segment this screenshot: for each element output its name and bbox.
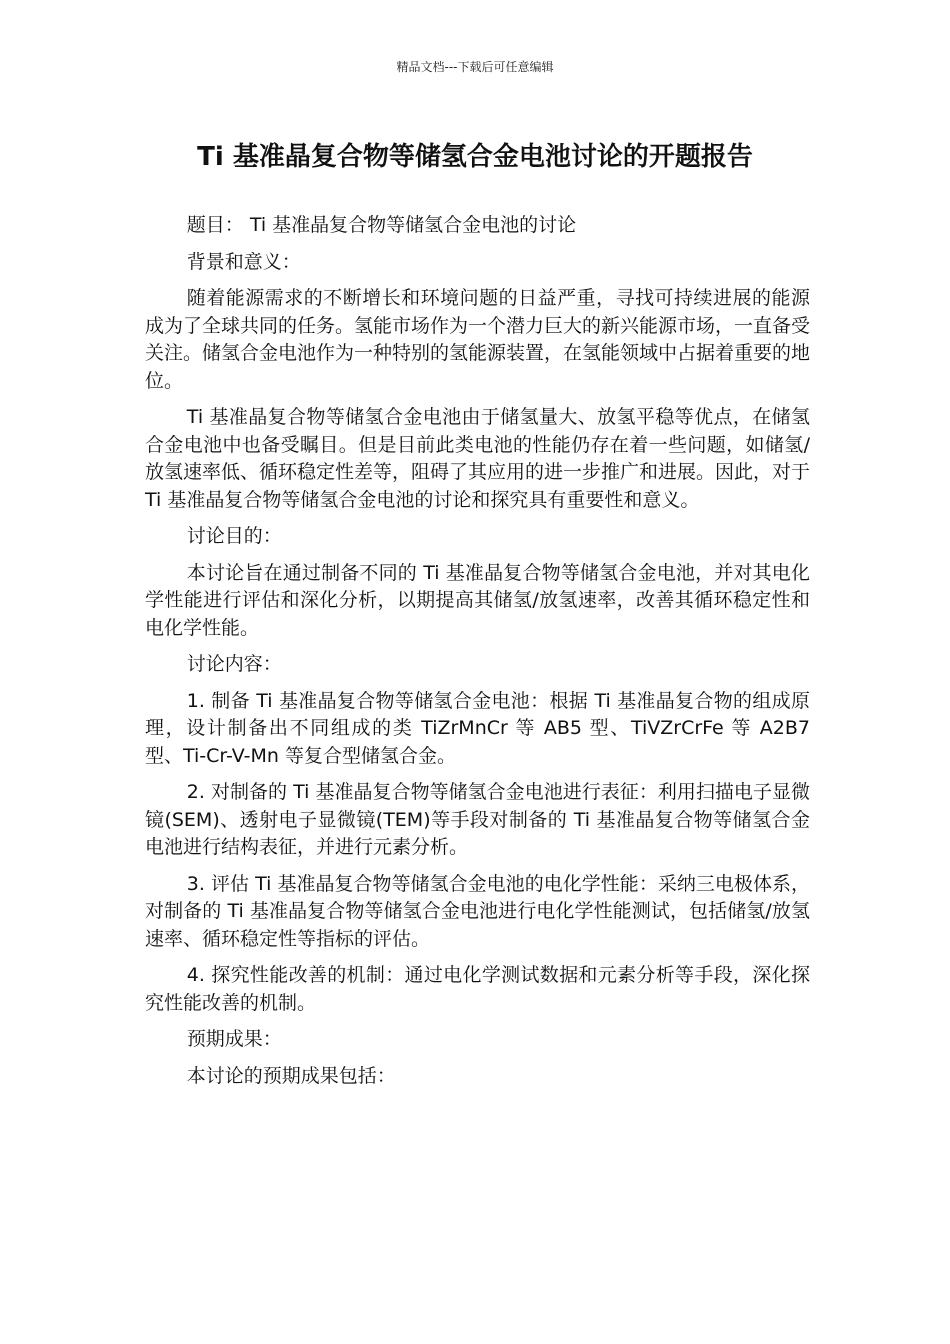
content-item-1: 1. 制备 Ti 基准晶复合物等储氢合金电池：根据 Ti 基准晶复合物的组成原理，设计制备出不同组成的类 TiZrMnCr 等 AB5 型、TiVZrCrFe 等 A2B7 型、Ti-Cr-V-Mn 等复合型储氢合金。 [145,689,810,767]
document-title: Ti 基准晶复合物等储氢合金电池讨论的开题报告 [197,142,753,172]
expected-results-heading: 预期成果： [186,1028,282,1050]
expected-results-intro: 本讨论的预期成果包括： [186,1064,396,1087]
page-header-note: 精品文档---下载后可任意编辑 [396,60,554,74]
document-body [145,212,810,1099]
content-item-3: 3. 评估 Ti 基准晶复合物等储氢合金电池的电化学性能：采纳三电极体系，对制备的 Ti 基准晶复合物等储氢合金电池进行电化学性能测试，包括储氢/放氢速率、循环稳定性等指标的评估。 [145,872,810,950]
purpose-heading: 讨论目的： [186,525,282,547]
background-paragraph-1: 随着能源需求的不断增长和环境问题的日益严重，寻找可持续进展的能源成为了全球共同的任务。氢能市场作为一个潜力巨大的新兴能源市场，一直备受关注。储氢合金电池作为一种特别的氢能源装置，在氢能领域中占据着重要的地位。 [145,287,811,392]
purpose-paragraph: 本讨论旨在通过制备不同的 Ti 基准晶复合物等储氢合金电池，并对其电化学性能进行评估和深化分析，以期提高其储氢/放氢速率，改善其循环稳定性和电化学性能。 [145,561,810,639]
background-paragraph-2: Ti 基准晶复合物等储氢合金电池由于储氢量大、放氢平稳等优点，在储氢合金电池中也备受瞩目。但是目前此类电池的性能仍存在着一些问题，如储氢/放氢速率低、循环稳定性差等，阻碍了其应用的进一步推广和进展。因此，对于 Ti 基准晶复合物等储氢合金电池的讨论和探究具有重要性和意义。 [145,406,811,511]
background-heading: 背景和意义： [186,250,301,273]
content-item-2: 2. 对制备的 Ti 基准晶复合物等储氢合金电池进行表征：利用扫描电子显微镜(SEM)、透射电子显微镜(TEM)等手段对制备的 Ti 基准晶复合物等储氢合金电池进行结构表征，并进行元素分析。 [145,781,810,858]
topic-line: 题目： Ti 基准晶复合物等储氢合金电池的讨论 [186,214,577,236]
content-heading: 讨论内容： [186,653,282,675]
content-item-4: 4. 探究性能改善的机制：通过电化学测试数据和元素分析等手段，深化探究性能改善的机制。 [145,964,810,1014]
